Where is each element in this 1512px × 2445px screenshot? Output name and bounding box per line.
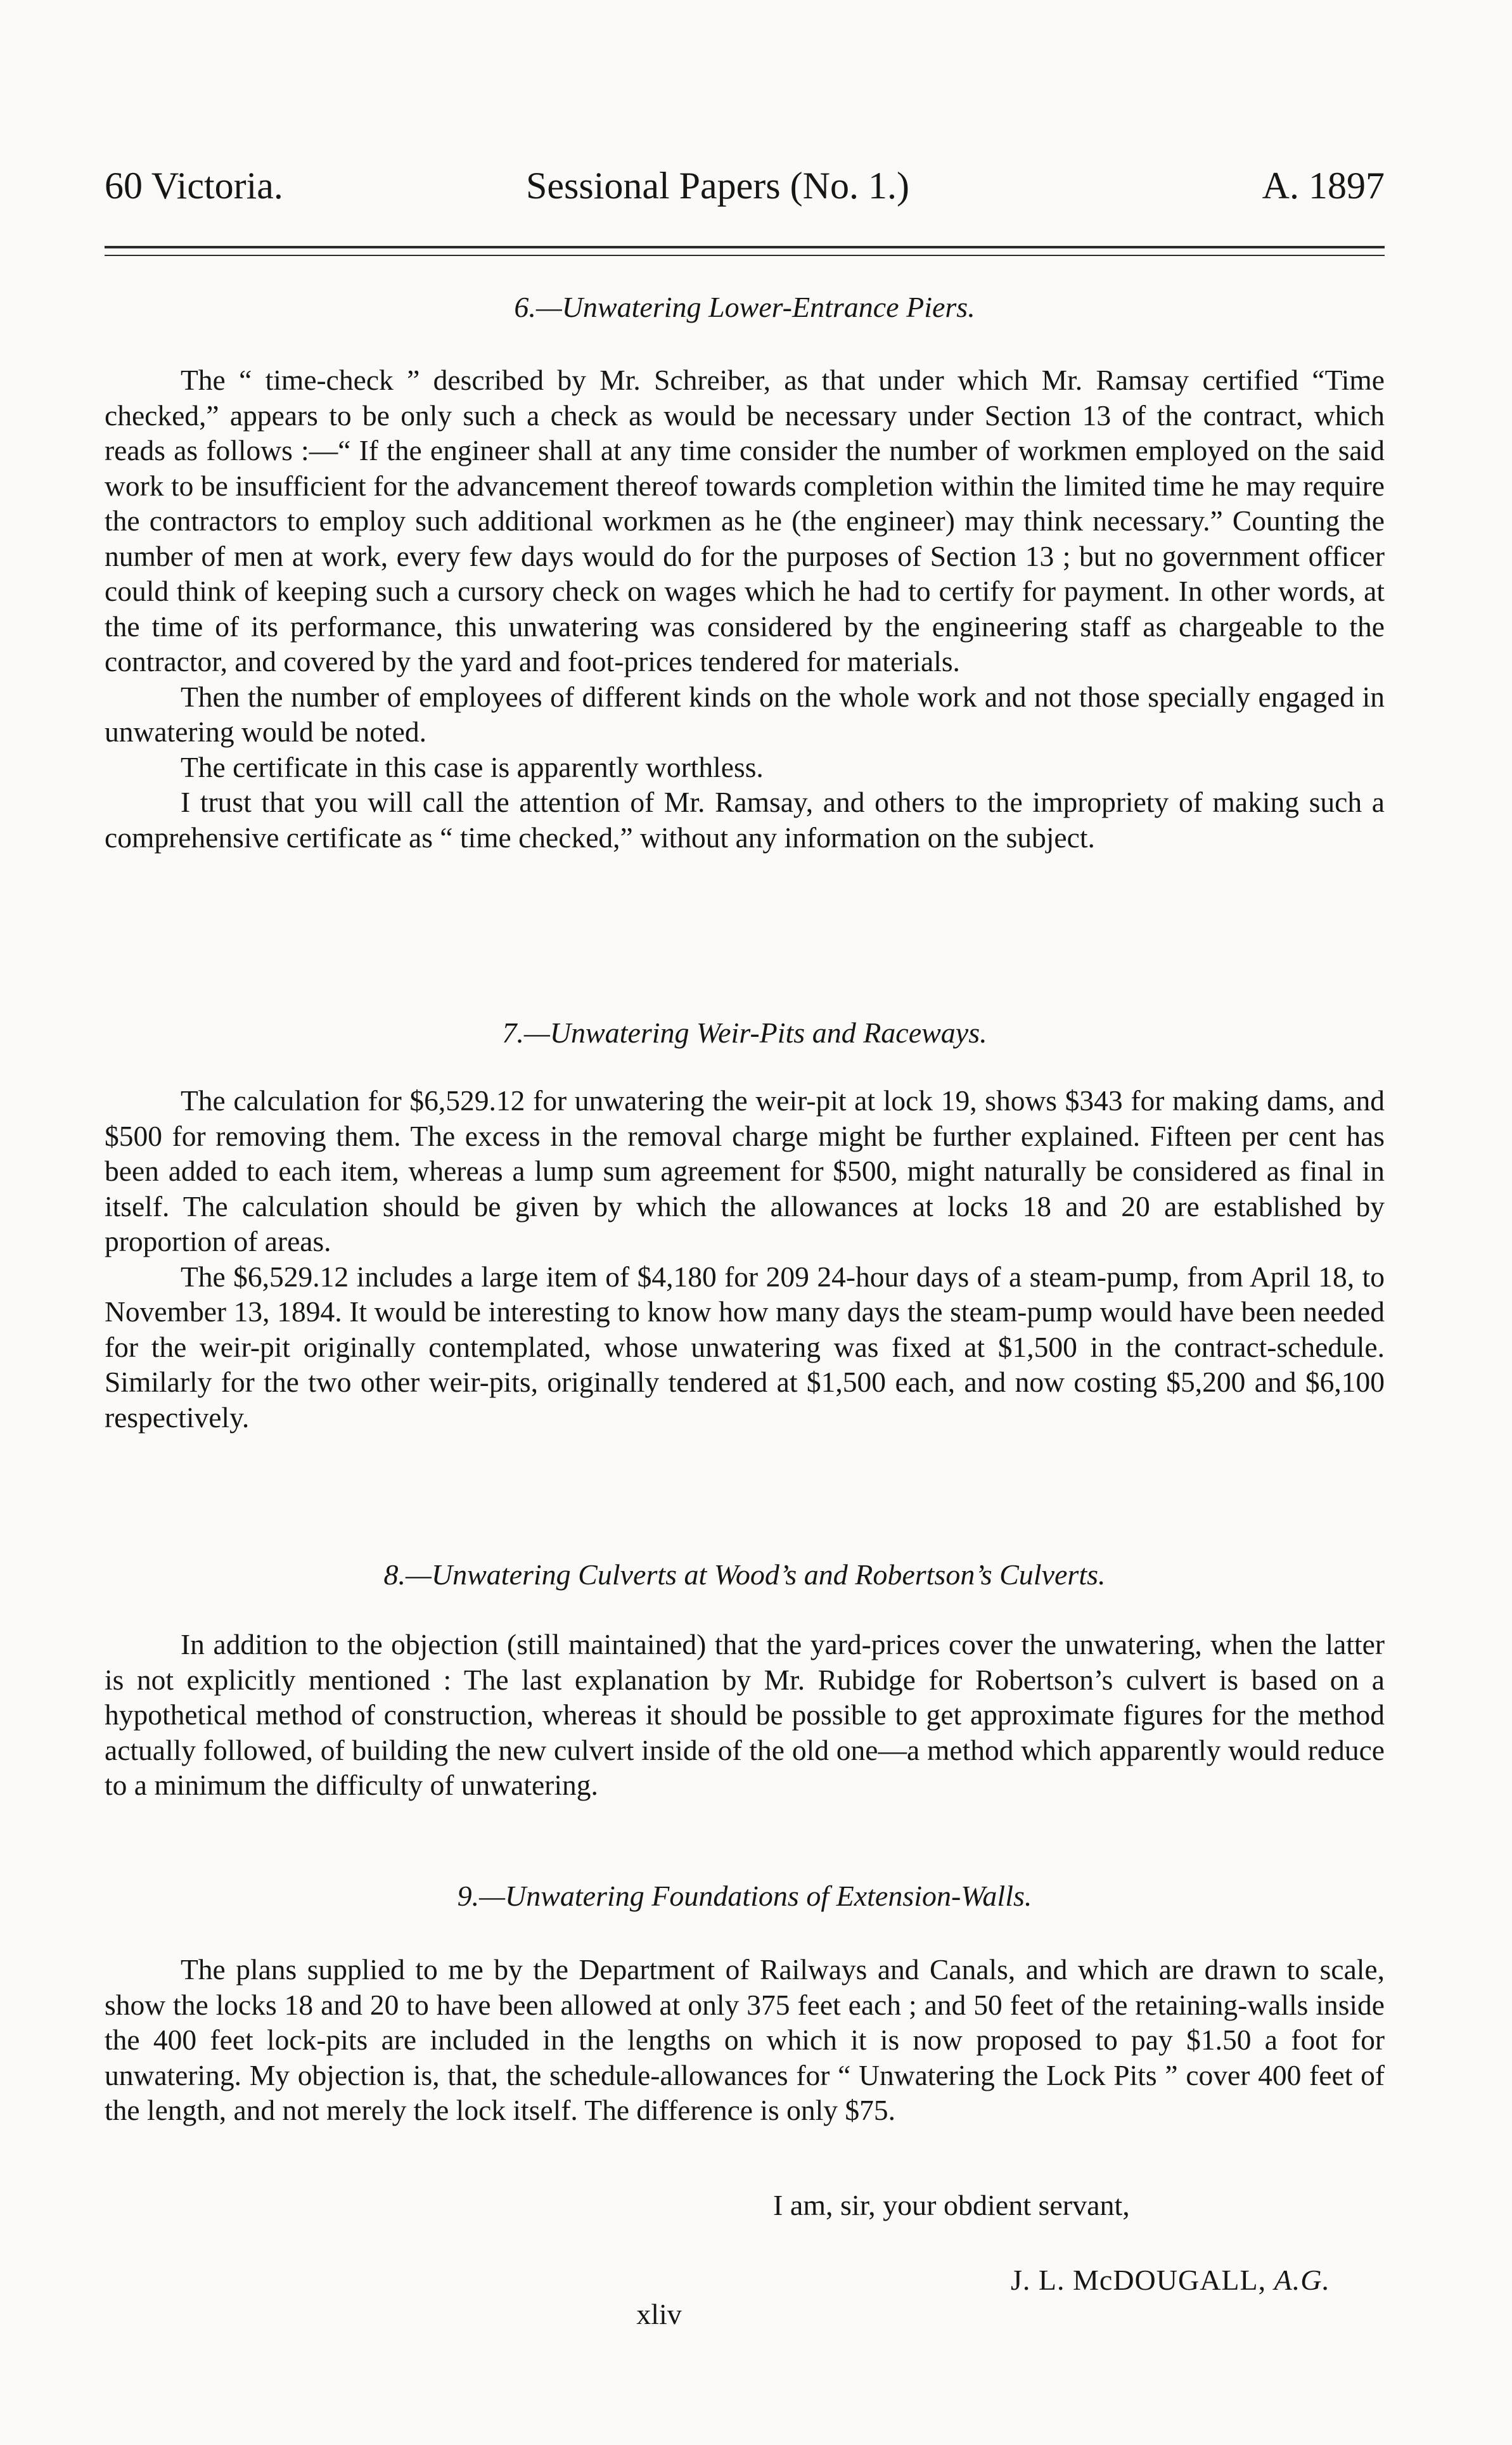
header-session: A. 1897 — [1262, 165, 1385, 207]
header-rule-thick — [105, 246, 1385, 248]
section-6-title: 6.—Unwatering Lower-Entrance Piers. — [514, 291, 975, 323]
section-8-paragraph: In addition to the objection (still maintained) that the yard-prices cover the unwatering, when the latter is not explicitly mentioned : The last explanation by Mr. Rubidge for Robertson’s culvert is based on a hypothetical method of construction, whereas it should be possible to get approximate figures for the method actually followed, of building the new culvert inside of the old one—a method which apparently would reduce to a minimum the difficulty of unwatering. — [105, 1628, 1385, 1801]
section-7-title: 7.—Unwatering Weir-Pits and Raceways. — [502, 1017, 987, 1049]
header-rule-thin — [105, 255, 1385, 256]
signature — [1011, 2261, 1330, 2299]
section-9-body — [105, 1952, 1385, 2128]
section-6-paragraph: I trust that you will call the attention of Mr. Ramsay, and others to the impropriety of making such a comprehensive certificate as “ time checked,” without any information on the subject. — [105, 786, 1385, 854]
section-6-paragraph: The “ time-check ” described by Mr. Schreiber, as that under which Mr. Ramsay certified “Time checked,” appears to be only such a check as would be necessary under Section 13 of the contract, which reads as follows :—“ If the engineer shall at any time consider the number of workmen employed on the said work to be insufficient for the advancement thereof towards completion within the limited time he may require the contractors to employ such additional workmen as he (the engineer) may think necessary.” Counting the number of men at work, every few days would do for the purposes of Section 13 ; but no government officer could think of keeping such a cursory check on wages which he had to certify for payment. In other words, at the time of its performance, this unwatering was considered by the engineering staff as chargeable to the contractor, and covered by the yard and foot-prices tendered for materials. — [105, 364, 1385, 677]
closing-salutation: I am, sir, your obdient servant, — [773, 2189, 1130, 2221]
section-6-body — [105, 363, 1385, 855]
section-8-body — [105, 1627, 1385, 1803]
section-7-paragraph: The $6,529.12 includes a large item of $4,180 for 209 24-hour days of a steam-pump, from April 18, to November 13, 1894. It would be interesting to know how many days the steam-pump would have been needed for the weir-pit originally contemplated, whose unwatering was fixed at $1,500 in the contract-schedule. Similarly for the two other weir-pits, originally tendered at $1,500 each, and now costing $5,200 and $6,100 respectively. — [105, 1260, 1385, 1434]
section-7-body — [105, 1083, 1385, 1435]
header-publication: Sessional Papers (No. 1.) — [526, 165, 909, 207]
section-8-title: 8.—Unwatering Culverts at Wood’s and Robertson’s Culverts. — [383, 1558, 1106, 1591]
section-6-paragraph: Then the number of employees of different kinds on the whole work and not those specially engaged in unwatering would be noted. — [105, 680, 1385, 748]
section-6-paragraph: The certificate in this case is apparently worthless. — [181, 750, 764, 783]
header-year: 60 Victoria. — [105, 165, 283, 207]
section-9-paragraph: The plans supplied to me by the Department of Railways and Canals, and which are drawn to scale, show the locks 18 and 20 to have been allowed at only 375 feet each ; and 50 feet of the retaining-walls inside the 400 feet lock-pits are included in the lengths on which it is now proposed to pay $1.50 a foot for unwatering. My objection is, that, the schedule-allowances for “ Unwatering the Lock Pits ” cover 400 feet of the length, and not merely the lock itself. The difference is only $75. — [105, 1953, 1385, 2126]
section-9-title: 9.—Unwatering Foundations of Extension-Walls. — [457, 1880, 1032, 1912]
signature-title: A.G. — [1274, 2264, 1330, 2296]
page-header — [105, 157, 1385, 214]
page-number: xliv — [636, 2298, 682, 2330]
signature-name: J. L. McDOUGALL, — [1011, 2264, 1267, 2296]
section-7-paragraph: The calculation for $6,529.12 for unwatering the weir-pit at lock 19, shows $343 for making dams, and $500 for removing them. The excess in the removal charge might be further explained. Fifteen per cent has been added to each item, whereas a lump sum agreement for $500, might naturally be considered as final in itself. The calculation should be given by which the allowances at locks 18 and 20 are established by proportion of areas. — [105, 1084, 1385, 1257]
